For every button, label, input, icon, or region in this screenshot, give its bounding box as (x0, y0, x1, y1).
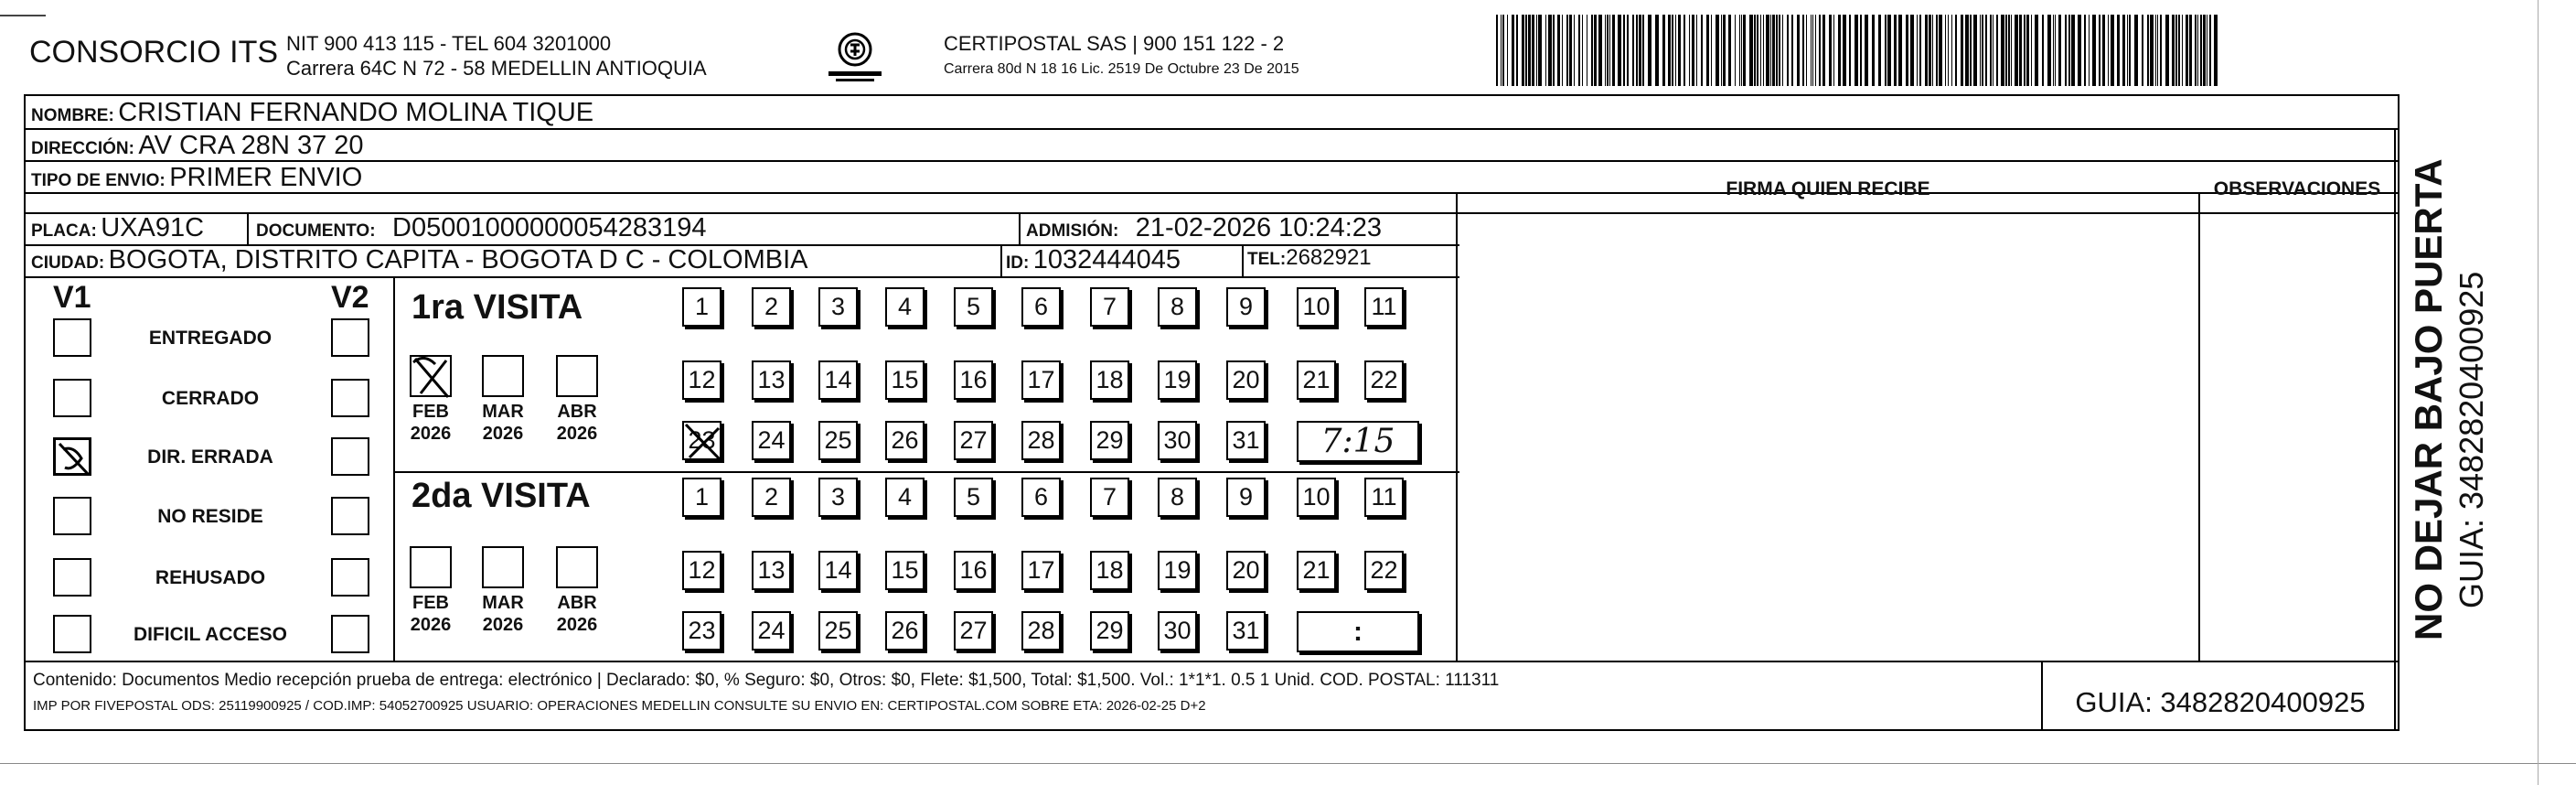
month-label: MAR 2026 (482, 402, 524, 444)
v2-checkbox[interactable] (331, 615, 369, 653)
month-checkbox[interactable] (482, 546, 524, 588)
month-checkbox[interactable] (410, 546, 452, 588)
day-box[interactable]: 22 (1364, 551, 1404, 590)
month-label: FEB 2026 (410, 402, 452, 444)
v1-header: V1 (53, 280, 91, 315)
barcode-icon (1496, 15, 2222, 86)
day-box[interactable]: 9 (1226, 287, 1266, 327)
visit-1-title: 1ra VISITA (412, 288, 583, 327)
day-box[interactable]: 5 (954, 478, 993, 517)
day-box[interactable]: 13 (752, 360, 791, 400)
courier-address: Carrera 80d N 18 16 Lic. 2519 De Octubre 23 De 2015 (944, 61, 1299, 77)
day-box[interactable]: 14 (818, 360, 858, 400)
status-label: DIR. ERRADA (147, 446, 273, 468)
day-box[interactable]: 5 (954, 287, 993, 327)
month-label: ABR 2026 (556, 593, 598, 635)
day-box[interactable]: 23 (682, 421, 721, 460)
day-box[interactable]: 18 (1090, 551, 1129, 590)
month-label: FEB 2026 (410, 593, 452, 635)
footer-print-line: IMP POR FIVEPOSTAL ODS: 25119900925 / COD.IMP: 54052700925 USUARIO: OPERACIONES MEDELLIN CONSULTE SU ENVIO EN: CERTIPOSTAL.COM SOBRE ETA: 2026-02-25 D+2 (33, 698, 1206, 714)
day-box[interactable]: 17 (1021, 360, 1061, 400)
day-box[interactable]: 28 (1021, 611, 1061, 651)
day-box[interactable]: 4 (885, 287, 925, 327)
tipo-envio-field (31, 163, 362, 193)
day-box[interactable]: 12 (682, 360, 721, 400)
address-line: Carrera 64C N 72 - 58 MEDELLIN ANTIOQUIA (286, 57, 707, 80)
footer-guia: GUIA: 3482820400925 (2075, 686, 2366, 718)
tel-value: 2682921 (1286, 245, 1372, 270)
nombre-label: NOMBRE: (31, 106, 114, 125)
admision-field (1026, 213, 1382, 243)
time-box[interactable]: 7:15 (1297, 421, 1419, 462)
day-box[interactable]: 8 (1158, 287, 1197, 327)
tel-label: TEL: (1247, 250, 1287, 269)
tipo-envio-label: TIPO DE ENVIO: (31, 171, 166, 190)
admision-label: ADMISIÓN: (1026, 221, 1119, 241)
v2-checkbox[interactable] (331, 497, 369, 535)
check-mark-icon (684, 423, 723, 462)
day-box[interactable]: 17 (1021, 551, 1061, 590)
day-box[interactable]: 3 (818, 287, 858, 327)
month-checkbox[interactable] (556, 546, 598, 588)
day-box[interactable]: 21 (1297, 551, 1336, 590)
day-box[interactable]: 14 (818, 551, 858, 590)
day-box[interactable]: 6 (1021, 287, 1061, 327)
day-box[interactable]: 11 (1364, 478, 1404, 517)
observaciones-header-label: OBSERVACIONES (2213, 178, 2381, 199)
day-box[interactable]: 15 (885, 360, 925, 400)
courier-info (944, 31, 1299, 82)
day-box[interactable]: 29 (1090, 421, 1129, 460)
v1-checkbox[interactable] (53, 615, 91, 653)
day-box[interactable]: 29 (1090, 611, 1129, 651)
status-label: CERRADO (161, 388, 260, 409)
nit-line: NIT 900 413 115 - TEL 604 3201000 (286, 32, 612, 55)
documento-value: D05001000000054283194 (392, 213, 707, 242)
courier-line: CERTIPOSTAL SAS | 900 151 122 - 2 (944, 32, 1285, 55)
footer-content-line: Contenido: Documentos Medio recepción prueba de entrega: electrónico | Declarado: $0, % Seguro: $0, Otros: $0, Flete: $1,500, Total: $1,500. Vol.: 1*1*1. 0.5 1 Unid. COD. POSTAL: 111311 (33, 671, 1500, 690)
day-box[interactable]: 21 (1297, 360, 1336, 400)
documento-label: DOCUMENTO: (256, 221, 376, 241)
id-label: ID: (1006, 253, 1030, 273)
direccion-field (31, 131, 364, 161)
v2-checkbox[interactable] (331, 437, 369, 476)
day-box[interactable]: 27 (954, 611, 993, 651)
day-box[interactable]: 24 (752, 611, 791, 651)
day-box[interactable]: 3 (818, 478, 858, 517)
day-box[interactable]: 30 (1158, 421, 1197, 460)
day-box[interactable]: 31 (1226, 611, 1266, 651)
certipostal-logo-icon (823, 29, 887, 84)
day-box[interactable]: 26 (885, 611, 925, 651)
company-name: CONSORCIO ITS (29, 35, 279, 70)
ciudad-value: BOGOTA, DISTRITO CAPITA - BOGOTA D C - COLOMBIA (108, 245, 808, 274)
day-box[interactable]: 20 (1226, 360, 1266, 400)
day-box[interactable]: 30 (1158, 611, 1197, 651)
status-label: REHUSADO (155, 567, 266, 588)
check-mark-icon (56, 440, 94, 479)
v2-checkbox[interactable] (331, 318, 369, 357)
company-info (286, 31, 707, 81)
day-box[interactable]: 6 (1021, 478, 1061, 517)
admision-value: 21-02-2026 10:24:23 (1135, 213, 1383, 242)
tel-field (1247, 245, 1372, 271)
tipo-envio-value: PRIMER ENVIO (169, 163, 363, 192)
status-label: ENTREGADO (148, 328, 273, 349)
day-box[interactable]: 9 (1226, 478, 1266, 517)
check-mark-icon (412, 357, 454, 399)
status-label: NO RESIDE (157, 506, 263, 527)
day-box[interactable]: 7 (1090, 478, 1129, 517)
v1-checkbox[interactable] (53, 379, 91, 417)
day-box[interactable]: 2 (752, 287, 791, 327)
side-warning: NO DEJAR BAJO PUERTA (2407, 158, 2450, 640)
documento-field (256, 213, 707, 243)
nombre-value: CRISTIAN FERNANDO MOLINA TIQUE (118, 98, 594, 127)
time-box[interactable]: : (1297, 611, 1419, 652)
month-checkbox[interactable] (482, 355, 524, 397)
direccion-value: AV CRA 28N 37 20 (138, 131, 364, 160)
v2-header: V2 (331, 280, 369, 315)
id-field (1006, 245, 1181, 275)
day-box[interactable]: 31 (1226, 421, 1266, 460)
month-checkbox[interactable] (410, 355, 452, 397)
v1-checkbox[interactable] (53, 318, 91, 357)
day-box[interactable]: 28 (1021, 421, 1061, 460)
day-box[interactable]: 19 (1158, 551, 1197, 590)
day-box[interactable]: 10 (1297, 287, 1336, 327)
day-box[interactable]: 22 (1364, 360, 1404, 400)
observaciones-header (2200, 178, 2394, 200)
day-box[interactable]: 26 (885, 421, 925, 460)
day-box[interactable]: 27 (954, 421, 993, 460)
day-box[interactable]: 24 (752, 421, 791, 460)
ciudad-field (31, 245, 808, 275)
day-box[interactable]: 20 (1226, 551, 1266, 590)
day-box[interactable]: 1 (682, 478, 721, 517)
v2-checkbox[interactable] (331, 558, 369, 597)
day-box[interactable]: 12 (682, 551, 721, 590)
day-box[interactable]: 23 (682, 611, 721, 651)
day-box[interactable]: 18 (1090, 360, 1129, 400)
day-box[interactable]: 13 (752, 551, 791, 590)
day-box[interactable]: 16 (954, 551, 993, 590)
v1-checkbox[interactable] (53, 437, 91, 476)
day-box[interactable]: 1 (682, 287, 721, 327)
day-box[interactable]: 19 (1158, 360, 1197, 400)
day-box[interactable]: 2 (752, 478, 791, 517)
month-label: ABR 2026 (556, 402, 598, 444)
side-guia: GUIA: 3482820400925 (2453, 271, 2490, 608)
firma-header-label: FIRMA QUIEN RECIBE (1726, 178, 1930, 199)
day-box[interactable]: 8 (1158, 478, 1197, 517)
day-box[interactable]: 7 (1090, 287, 1129, 327)
placa-label: PLACA: (31, 221, 97, 241)
day-box[interactable]: 11 (1364, 287, 1404, 327)
v2-checkbox[interactable] (331, 379, 369, 417)
day-box[interactable]: 4 (885, 478, 925, 517)
day-box[interactable]: 16 (954, 360, 993, 400)
status-label: DIFICIL ACCESO (133, 624, 287, 645)
day-box[interactable]: 10 (1297, 478, 1336, 517)
id-value: 1032444045 (1032, 245, 1181, 274)
month-checkbox[interactable] (556, 355, 598, 397)
placa-value: UXA91C (101, 213, 205, 242)
firma-header (1458, 178, 2198, 200)
day-box[interactable]: 15 (885, 551, 925, 590)
nombre-field (31, 98, 593, 128)
v1-checkbox[interactable] (53, 497, 91, 535)
v1-checkbox[interactable] (53, 558, 91, 597)
day-box[interactable]: 25 (818, 611, 858, 651)
placa-field (31, 213, 204, 243)
day-box[interactable]: 25 (818, 421, 858, 460)
visit-2-title: 2da VISITA (412, 477, 591, 515)
direccion-label: DIRECCIÓN: (31, 139, 134, 158)
ciudad-label: CIUDAD: (31, 253, 105, 273)
month-label: MAR 2026 (482, 593, 524, 635)
